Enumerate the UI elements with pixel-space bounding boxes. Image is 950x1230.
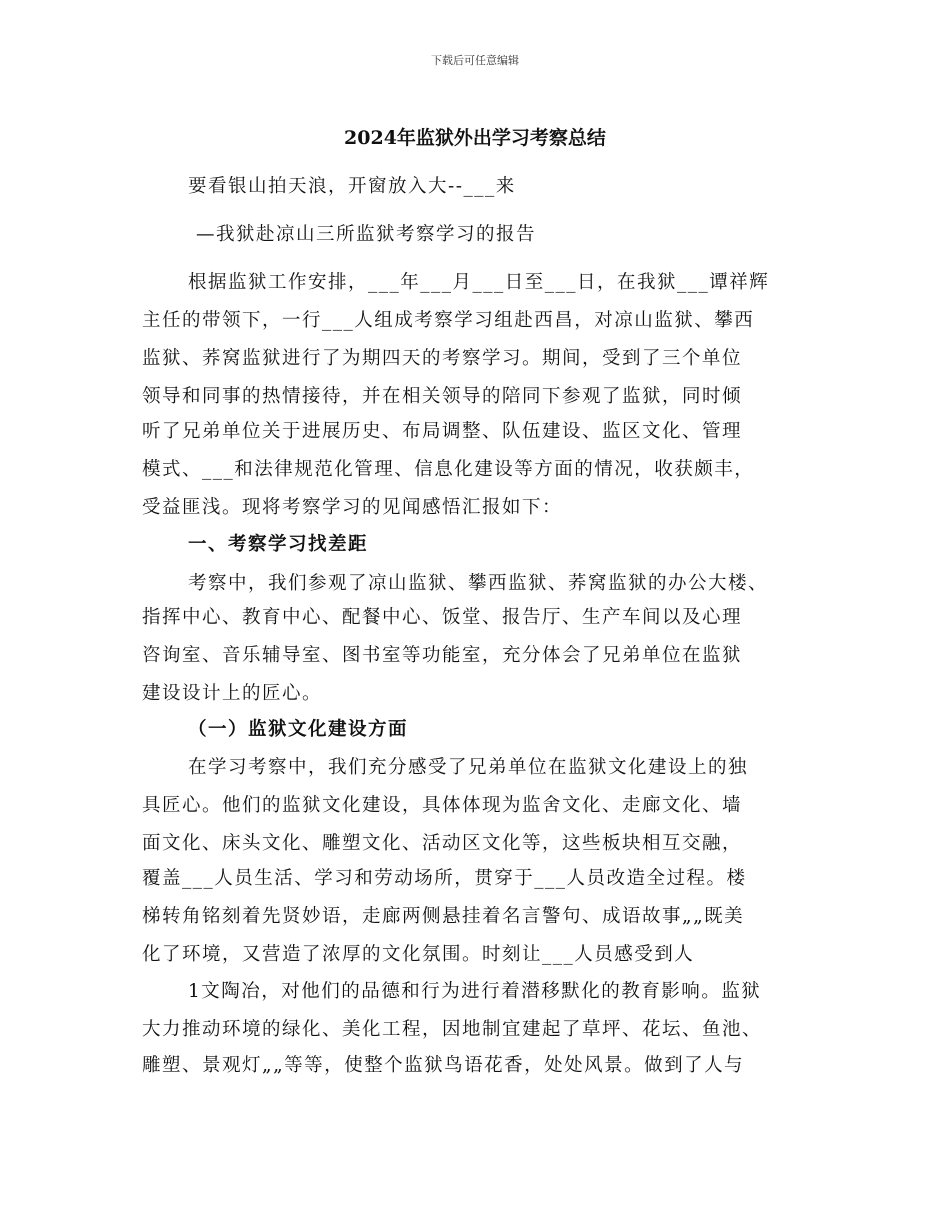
paragraph-line: 听了兄弟单位关于进展历史、布局调整、队伍建设、监区文化、管理 xyxy=(142,421,743,442)
paragraph-line: 具匠心。他们的监狱文化建设，具体体现为监舍文化、走廊文化、墙 xyxy=(142,795,743,816)
paragraph-line: 领导和同事的热情接待，并在相关领导的陪同下参观了监狱，同时倾 xyxy=(142,386,743,407)
paragraph-line: 建设设计上的匠心。 xyxy=(142,683,323,704)
paragraph-line: 监狱、荞窝监狱进行了为期四天的考察学习。期间，受到了三个单位 xyxy=(142,348,743,369)
paragraph-line: 梯转角铭刻着先贤妙语，走廊两侧悬挂着名言警句、成语故事„„既美 xyxy=(142,906,745,927)
paragraph-line: 面文化、床头文化、雕塑文化、活动区文化等，这些板块相互交融， xyxy=(142,833,743,854)
paragraph-line: 指挥中心、教育中心、配餐中心、饭堂、报告厅、生产车间以及心理 xyxy=(142,607,743,628)
paragraph-line: 考察中，我们参观了凉山监狱、攀西监狱、荞窝监狱的办公大楼、 xyxy=(188,573,769,594)
paragraph-line: 雕塑、景观灯„„等等，使整个监狱鸟语花香，处处风景。做到了人与 xyxy=(142,1055,745,1076)
subtitle-line-1: 要看银山拍天浪，开窗放入大--___来 xyxy=(188,176,516,197)
paragraph-line: 在学习考察中，我们充分感受了兄弟单位在监狱文化建设上的独 xyxy=(188,757,749,778)
document-title: 2024年监狱外出学习考察总结 xyxy=(344,127,606,149)
paragraph-line: 化了环境，又营造了浓厚的文化氛围。时刻让___人员感受到人 xyxy=(142,944,695,965)
subtitle-line-2: —我狱赴凉山三所监狱考察学习的报告 xyxy=(196,224,537,245)
paragraph-line: 1文陶冶，对他们的品德和行为进行着潜移默化的教育影响。监狱 xyxy=(188,981,762,1002)
paragraph-line: 咨询室、音乐辅导室、图书室等功能室，充分体会了兄弟单位在监狱 xyxy=(142,645,743,666)
paragraph-line: 主任的带领下，一行___人组成考察学习组赴西昌，对凉山监狱、攀西 xyxy=(142,310,755,331)
paragraph-line: 模式、___和法律规范化管理、信息化建设等方面的情况，收获颇丰， xyxy=(142,459,755,480)
section-heading-1: 一、考察学习找差距 xyxy=(188,534,369,555)
subsection-heading-1: （一）监狱文化建设方面 xyxy=(188,719,409,740)
paragraph-line: 受益匪浅。现将考察学习的见闻感悟汇报如下： xyxy=(142,497,563,518)
page-header: 下载后可任意编辑 xyxy=(431,54,519,67)
paragraph-line: 根据监狱工作安排，___年___月___日至___日，在我狱___谭祥辉 xyxy=(188,272,770,293)
paragraph-line: 覆盖___人员生活、学习和劳动场所，贯穿于___人员改造全过程。楼 xyxy=(142,868,747,889)
paragraph-line: 大力推动环境的绿化、美化工程，因地制宜建起了草坪、花坛、鱼池、 xyxy=(142,1019,763,1040)
